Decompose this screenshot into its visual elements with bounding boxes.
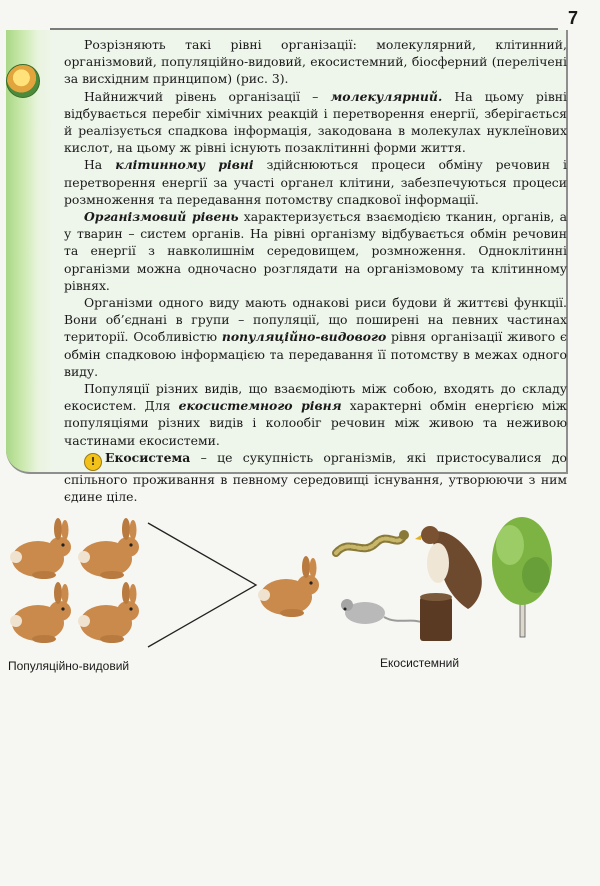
rabbit-icon: [258, 556, 319, 617]
text-run: рівня організації живого є обмін спадковою інформацією та передавання її потомству в межах одного виду.: [64, 329, 567, 379]
text-run: Популяції різних видів, що взаємодіють між собою, входять до складу екосистем. Для: [64, 381, 567, 414]
bracket-lines: [148, 523, 256, 647]
paragraph-levels: Розрізняють такі рівні організації: молекулярний, клітинний, організмовий, популяційно-видовий, екосистемний, біосферний (перелічені за висхідним принципом) (рис. 3).: [64, 37, 567, 87]
caption-ecosystem: Екосистемний: [380, 656, 460, 670]
text-run: – це сукупність організмів, які пристосувалися до спільного проживання в певному середовищі існування, утворюючи з ним єдине ціле.: [64, 449, 567, 505]
text-run: Організми одного виду мають однакові риси будови й життєві функції. Вони об’єднані в групи – популяції, що поширені на певних частинах території. Особливістю: [64, 295, 567, 345]
rabbit-icon: [10, 582, 71, 643]
mouse-icon: [341, 599, 424, 624]
snake-icon: [336, 530, 409, 553]
figure-levels: [0, 505, 600, 695]
paragraph-molecular: [64, 88, 567, 157]
term-cellular: клітинному рівні: [115, 157, 254, 173]
rabbit-icon: [10, 518, 71, 579]
text-run: характерні обмін енергією між популяціями різних видів і колообіг речовин між живою та неживою частинами екосистеми.: [64, 398, 567, 448]
text-run: характеризується взаємодією тканин, органів, а у тварин – систем органів. На рівні організму відбувається обмін речовин та енергії з навколишнім середовищем, розмноження. Одноклітинні організми можна одночасно розглядати на організмовому та клітинному рівнях.: [64, 209, 567, 293]
tree-icon: [492, 517, 552, 637]
text-run: Найнижчий рівень організації –: [84, 88, 331, 104]
term-organism: Організмовий рівень: [84, 209, 239, 225]
text-run: На цьому рівні відбувається перебіг хімічних реакцій і перетворення енергії, зберігається й реалізується спадкова інформація, закодована в молекулах нуклеїнових кислот, на цьому ж рівні існують позаклітинні форми життя.: [64, 88, 568, 156]
section-badge-icon: [6, 64, 40, 98]
body-text: [64, 36, 567, 505]
paragraph-population: [64, 294, 567, 380]
term-molecular: молекулярний.: [330, 88, 443, 104]
rabbit-icon: [78, 518, 139, 579]
paragraph-cellular: [64, 156, 567, 208]
text-panel: [6, 30, 568, 505]
exclamation-icon: !: [84, 453, 102, 471]
paragraph-ecosystem: [64, 380, 567, 449]
text-run: На: [84, 157, 116, 173]
term-population: популяційно-видового: [221, 329, 387, 345]
text-run: здійснюються процеси обміну речовин і перетворення енергії за участі органел клітини, забезпечуються процеси розмноження та передавання потомству спадкової інформації.: [64, 157, 567, 207]
definition-ecosystem: [64, 449, 567, 505]
paragraph-organism: [64, 208, 567, 294]
term-ecosystem: екосистемного рівня: [178, 398, 342, 414]
caption-population: Популяційно-видовий: [8, 659, 130, 673]
term-ecosystem-definition: Екосистема: [105, 449, 191, 465]
rabbit-icon: [78, 582, 139, 643]
hawk-icon: [415, 526, 482, 641]
page-number: 7: [567, 8, 578, 28]
